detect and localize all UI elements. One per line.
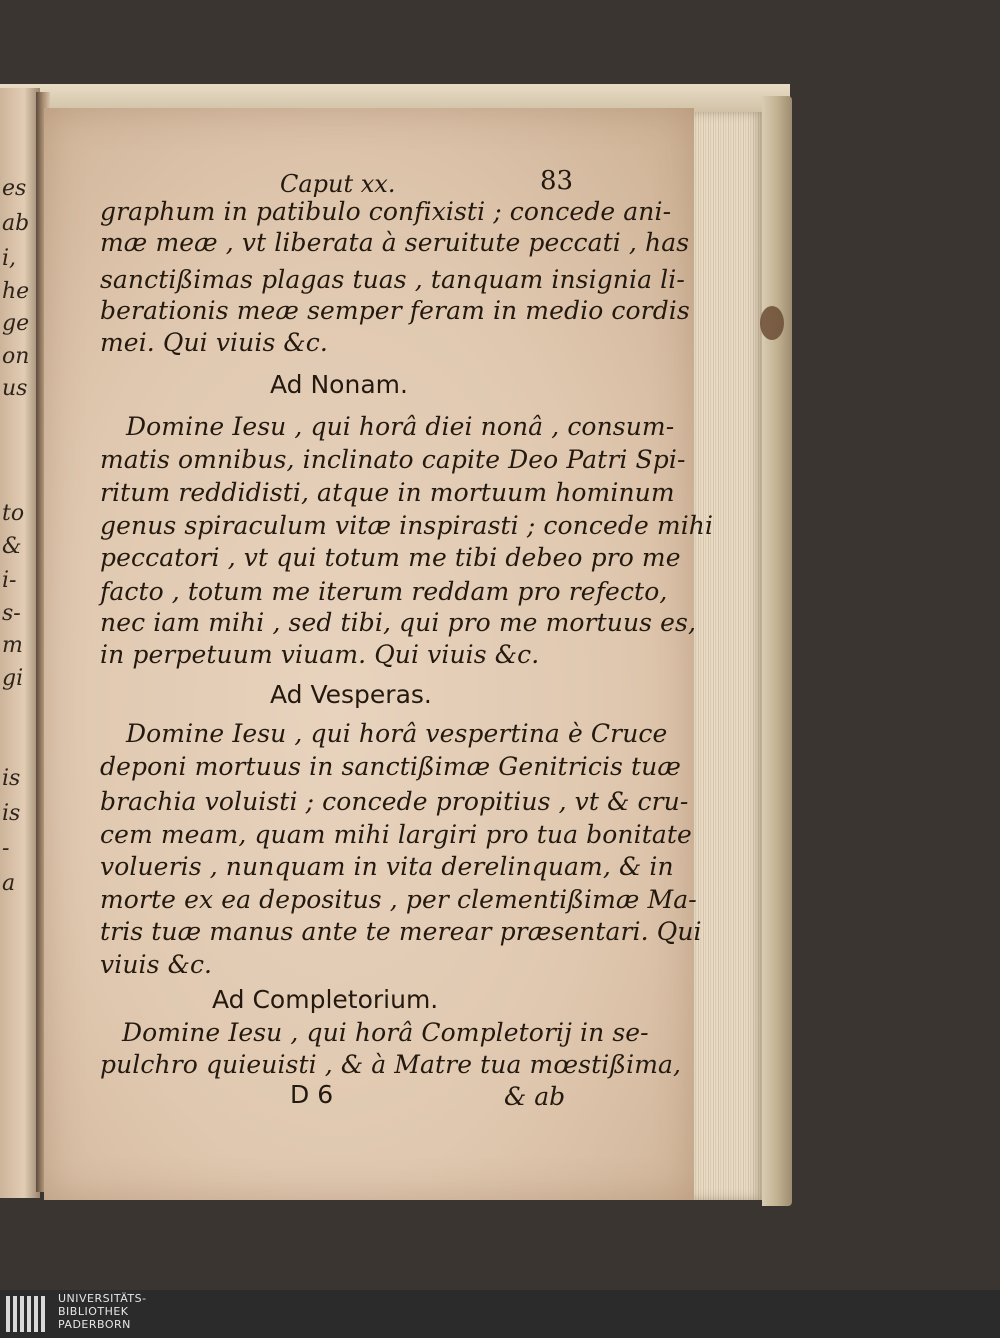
text-line: morte ex ea depositus , per clementißimæ Ma- (100, 885, 697, 914)
catchword: & ab (504, 1082, 566, 1111)
text-line: peccatori , vt qui totum me tibi debeo pro me (100, 543, 681, 572)
text-line: matis omnibus, inclinato capite Deo Patri Spi- (100, 445, 686, 474)
text-line: pulchro quieuisti , & à Matre tua mœstißima, (100, 1050, 682, 1079)
facing-page-fragment: s- (2, 601, 21, 626)
facing-page-fragment: ge (2, 311, 30, 336)
section-heading: Ad Nonam. (270, 370, 408, 399)
facing-page-fragment: a (2, 871, 16, 896)
facing-page-fragment: es (2, 176, 27, 201)
facing-page-fragment: us (2, 376, 28, 401)
facing-page-fragment: on (2, 344, 30, 369)
text-line: viuis &c. (100, 950, 213, 979)
text-line: tris tuæ manus ante te merear præsentari. Qui (100, 917, 702, 946)
logo-line: UNIVERSITÄTS- (58, 1292, 147, 1305)
text-line: berationis meæ semper feram in medio cordis (100, 296, 690, 325)
text-line: volueris , nunquam in vita derelinquam, & in (100, 852, 674, 881)
text-line: nec iam mihi , sed tibi, qui pro me mortuus es, (100, 608, 696, 637)
text-line: sanctißimas plagas tuas , tanquam insignia li- (100, 265, 685, 294)
facing-page-fragment: i, (2, 246, 17, 271)
text-line: ritum reddidisti, atque in mortuum hominum (100, 478, 675, 507)
text-line: deponi mortuus in sanctißimæ Genitricis tuæ (100, 752, 681, 781)
section-heading: Ad Completorium. (212, 985, 439, 1014)
facing-page-fragment: & (2, 534, 22, 559)
facing-page-fragment: is (2, 801, 21, 826)
book-cover-edge (762, 96, 792, 1206)
text-line: facto , totum me iterum reddam pro refecto, (100, 577, 668, 606)
text-line: Domine Iesu , qui horâ vespertina è Cruce (126, 719, 668, 748)
facing-page-fragment: ab (2, 211, 30, 236)
text-line: Domine Iesu , qui horâ Completorij in se- (122, 1018, 649, 1047)
section-heading: Ad Vesperas. (270, 680, 432, 709)
library-footer (0, 1290, 1000, 1338)
facing-page-fragment: i- (2, 568, 17, 593)
signature-mark: D 6 (290, 1080, 334, 1109)
facing-page-fragment: - (2, 836, 10, 861)
facing-page-fragment: is (2, 766, 21, 791)
text-line: in perpetuum viuam. Qui viuis &c. (100, 640, 540, 669)
text-line: mei. Qui viuis &c. (100, 328, 328, 357)
facing-page-fragment: he (2, 279, 30, 304)
facing-page-fragment: m (2, 633, 23, 658)
stain-mark (760, 306, 784, 340)
text-line: cem meam, quam mihi largiri pro tua bonitate (100, 820, 692, 849)
facing-page-fragment: to (2, 501, 25, 526)
logo-line: PADERBORN (58, 1318, 131, 1331)
text-line: Domine Iesu , qui horâ diei nonâ , consum- (126, 412, 675, 441)
text-line: mæ meæ , vt liberata à seruitute peccati , has (100, 228, 690, 257)
library-logo-icon (6, 1296, 50, 1332)
logo-line: BIBLIOTHEK (58, 1305, 129, 1318)
running-head: Caput xx. (280, 170, 396, 198)
page-block-edges (694, 112, 764, 1200)
text-line: genus spiraculum vitæ inspirasti ; concede mihi (100, 511, 714, 540)
facing-page-fragment: gi (2, 666, 24, 691)
library-logo-text (58, 1292, 147, 1331)
text-line: brachia voluisti ; concede propitius , vt & cru- (100, 787, 689, 816)
text-line: graphum in patibulo confixisti ; concede ani- (100, 197, 672, 226)
page-number: 83 (540, 166, 574, 196)
